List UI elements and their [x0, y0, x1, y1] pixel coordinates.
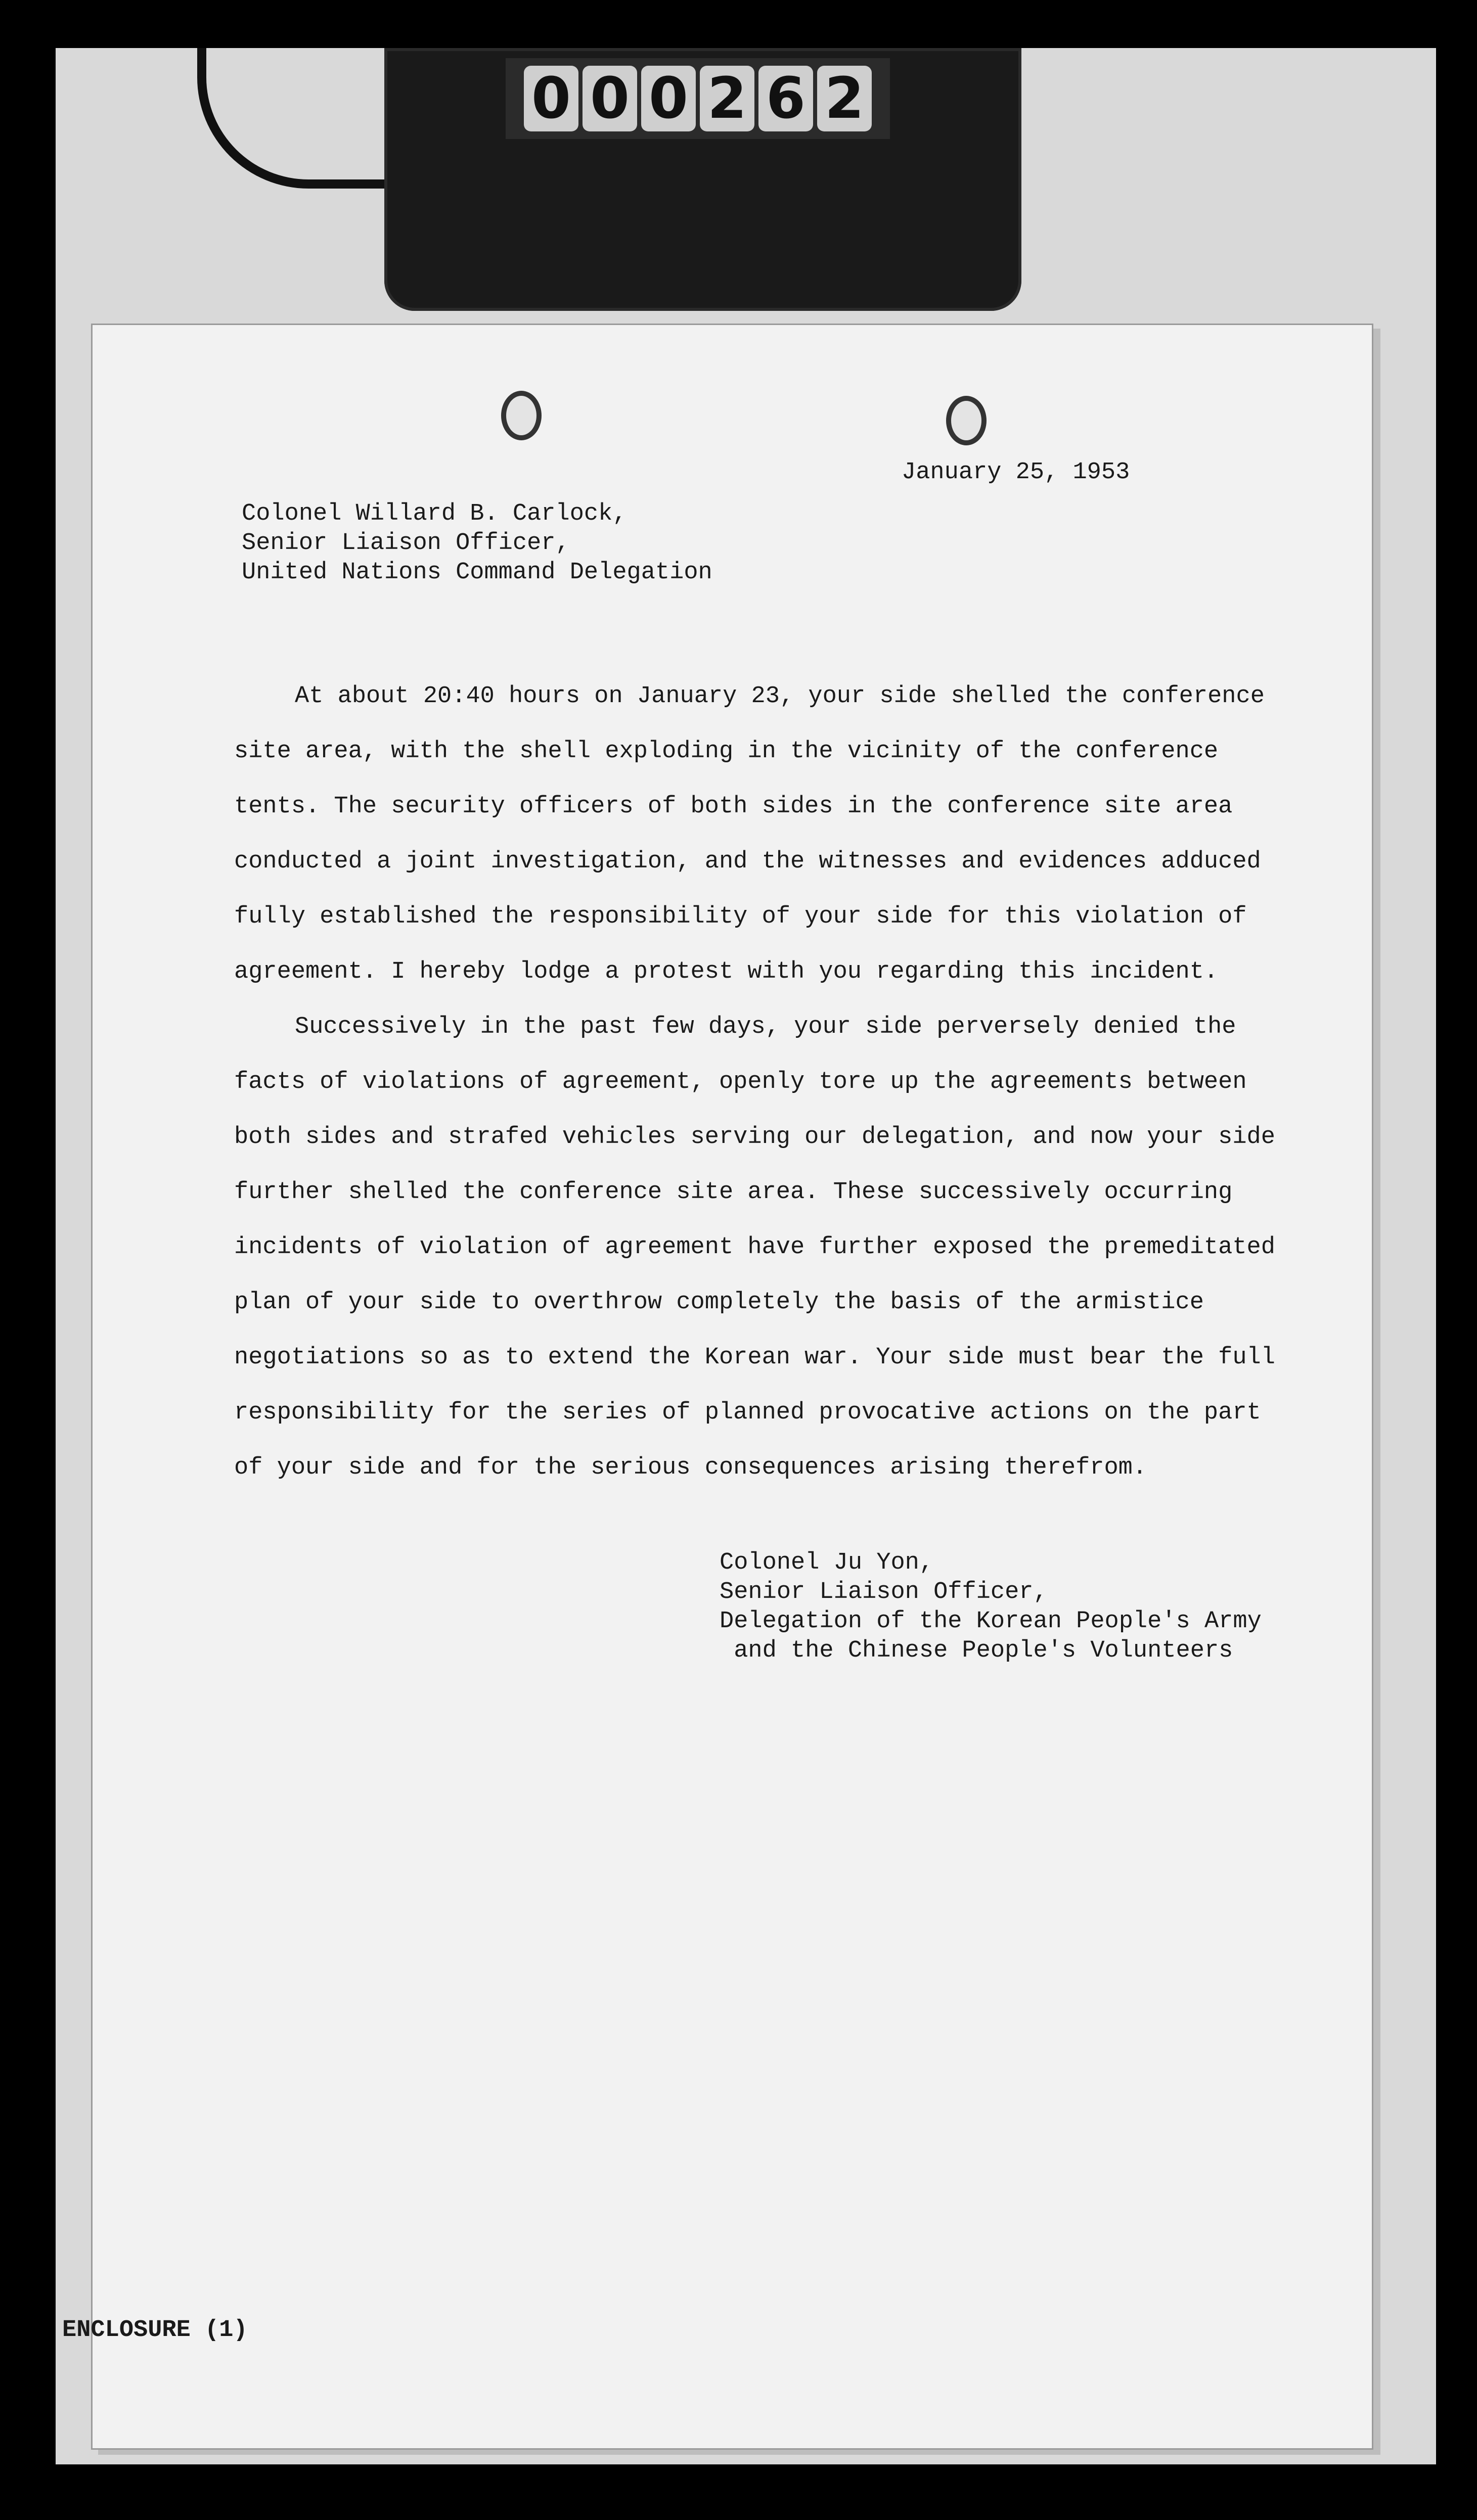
body-line: tents. The security officers of both sides in the conference site area [234, 793, 1233, 820]
enclosure-label: ENCLOSURE (1) [62, 2317, 248, 2344]
body-line: facts of violations of agreement, openly tore up the agreements between [234, 1069, 1247, 1095]
body-line: Successively in the past few days, your side perversely denied the [295, 1014, 1236, 1040]
letter-page [62, 324, 1373, 2450]
body-line: plan of your side to overthrow completely the basis of the armistice [234, 1289, 1204, 1316]
addressee-line: Colonel Willard B. Carlock, [242, 500, 627, 527]
body-line: fully established the responsibility of your side for this violation of [234, 903, 1247, 930]
signature-block [720, 1548, 1262, 1666]
paragraph-2 [234, 999, 1275, 1495]
counter-digit: 0 [524, 66, 578, 131]
body-line: of your side and for the serious consequences arising therefrom. [234, 1454, 1147, 1481]
letter-body [234, 669, 1275, 1495]
counter-digit: 2 [700, 66, 754, 131]
body-line: both sides and strafed vehicles serving our delegation, and now your side [234, 1124, 1275, 1151]
punch-hole-right [946, 396, 987, 445]
frame-counter-window [506, 58, 890, 139]
body-line: responsibility for the series of planned provocative actions on the part [234, 1399, 1261, 1426]
signature-line: Colonel Ju Yon, [720, 1549, 934, 1576]
body-line: conducted a joint investigation, and the witnesses and evidences adduced [234, 848, 1261, 875]
counter-digit: 0 [641, 66, 696, 131]
counter-digit: 2 [817, 66, 872, 131]
signature-line: and the Chinese People's Volunteers [720, 1637, 1233, 1664]
frame-counter-device [384, 48, 1021, 311]
body-line: further shelled the conference site area. These successively occurring [234, 1179, 1233, 1206]
paragraph-1 [234, 669, 1266, 999]
signature-line: Delegation of the Korean People's Army [720, 1608, 1262, 1635]
addressee-line: Senior Liaison Officer, [242, 530, 570, 557]
addressee-block [242, 499, 712, 587]
punch-hole-left [501, 391, 542, 440]
body-line: At about 20:40 hours on January 23, your side shelled the conference [295, 683, 1265, 710]
letter-date: January 25, 1953 [902, 459, 1130, 486]
body-line: agreement. I hereby lodge a protest with you regarding this incident. [234, 958, 1219, 985]
body-line: incidents of violation of agreement have further exposed the premeditated [234, 1234, 1275, 1261]
addressee-line: United Nations Command Delegation [242, 559, 712, 586]
body-line: site area, with the shell exploding in the vicinity of the conference [234, 738, 1219, 765]
signature-line: Senior Liaison Officer, [720, 1579, 1048, 1606]
counter-digit: 0 [583, 66, 637, 131]
body-line: negotiations so as to extend the Korean war. Your side must bear the full [234, 1344, 1275, 1371]
counter-digit: 6 [758, 66, 813, 131]
